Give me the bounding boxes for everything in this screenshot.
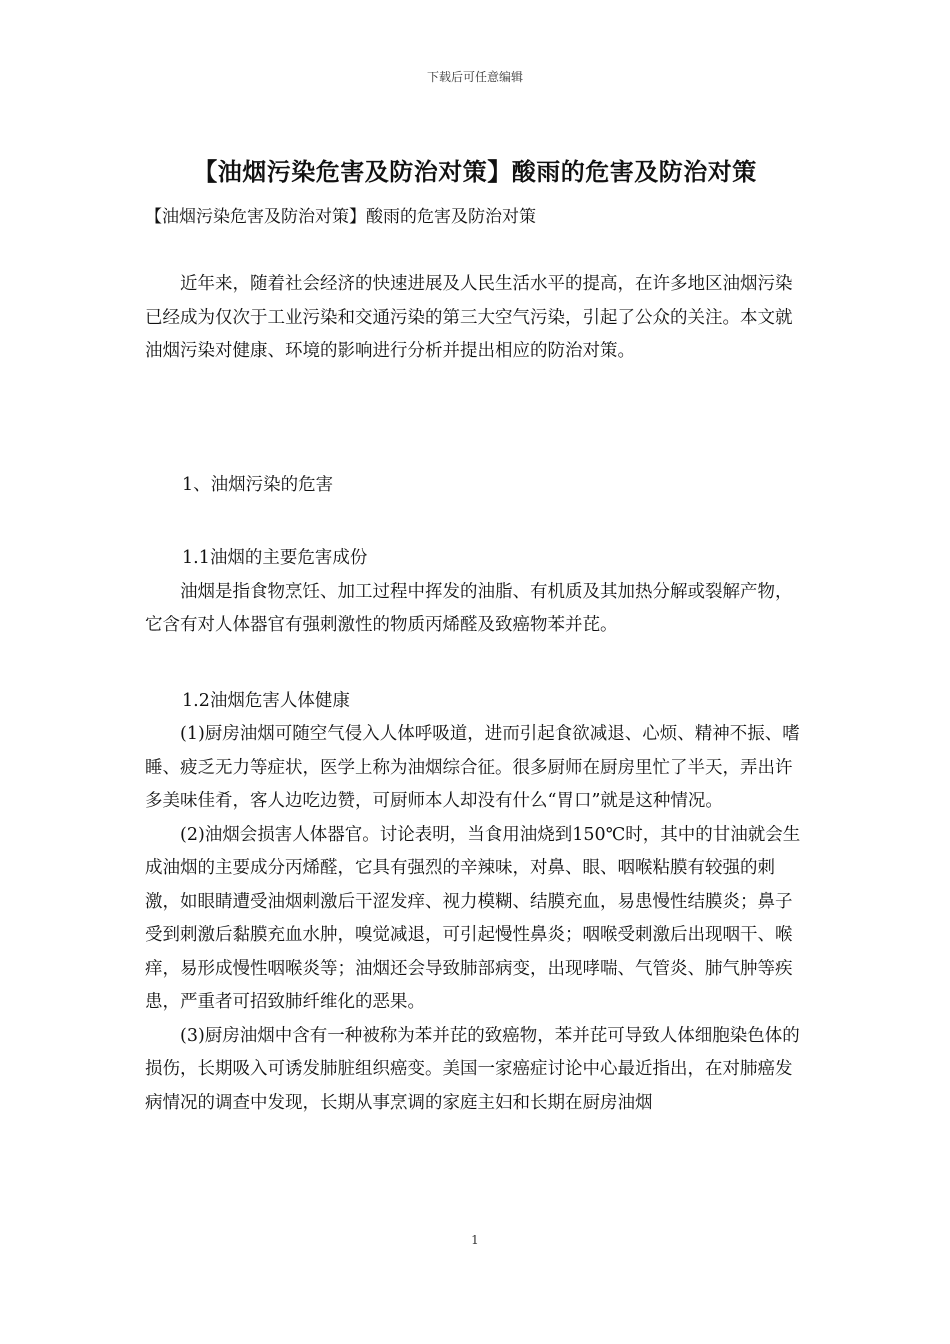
subsection-heading: 1.1油烟的主要危害成份 xyxy=(182,548,368,568)
document-subtitle: 【油烟污染危害及防治对策】酸雨的危害及防治对策 xyxy=(145,207,536,227)
intro-paragraph: 近年来，随着社会经济的快速进展及人民生活水平的提高，在许多地区油烟污染已经成为仅次于工业污染和交通污染的第三大空气污染，引起了公众的关注。本文就油烟污染对健康、环境的影响进行分析并提出相应的防治对策。 xyxy=(145,274,793,361)
body-paragraph: (3)厨房油烟中含有一种被称为苯并芘的致癌物，苯并芘可导致人体细胞染色体的损伤，长期吸入可诱发肺脏组织癌变。美国一家癌症讨论中心最近指出，在对肺癌发病情况的调查中发现，长期从事烹调的家庭主妇和长期在厨房油烟 xyxy=(145,1025,800,1113)
body-paragraph: (2)油烟会损害人体器官。讨论表明，当食用油烧到150℃时，其中的甘油就会生成油烟的主要成分丙烯醛，它具有强烈的辛辣味，对鼻、眼、咽喉粘膜有较强的刺激，如眼睛遭受油烟刺激后干涩发痒、视力模糊、结膜充血，易患慢性结膜炎；鼻子受到刺激后黏膜充血水肿，嗅觉减退，可引起慢性鼻炎；咽喉受刺激后出现咽干、喉痒，易形成慢性咽喉炎等；油烟还会导致肺部病变，出现哮喘、气管炎、肺气肿等疾患，严重者可招致肺纤维化的恶果。 xyxy=(145,824,801,1012)
section-heading: 1、油烟污染的危害 xyxy=(182,474,334,495)
subsection-heading: 1.2油烟危害人体健康 xyxy=(182,690,350,711)
page-number: 1 xyxy=(471,1233,479,1247)
document-title: 【油烟污染危害及防治对策】酸雨的危害及防治对策 xyxy=(193,157,757,186)
document-body xyxy=(145,268,808,1120)
body-paragraph: 油烟是指食物烹饪、加工过程中挥发的油脂、有机质及其加热分解或裂解产物，它含有对人体器官有强刺激性的物质丙烯醛及致癌物苯并芘。 xyxy=(145,581,793,635)
body-paragraph: (1)厨房油烟可随空气侵入人体呼吸道，进而引起食欲减退、心烦、精神不振、嗜睡、疲乏无力等症状，医学上称为油烟综合征。很多厨师在厨房里忙了半天，弄出许多美味佳肴，客人边吃边赞，可厨师本人却没有什么“胃口”就是这种情况。 xyxy=(145,724,800,811)
page-header: 下载后可任意编辑 xyxy=(426,70,523,84)
